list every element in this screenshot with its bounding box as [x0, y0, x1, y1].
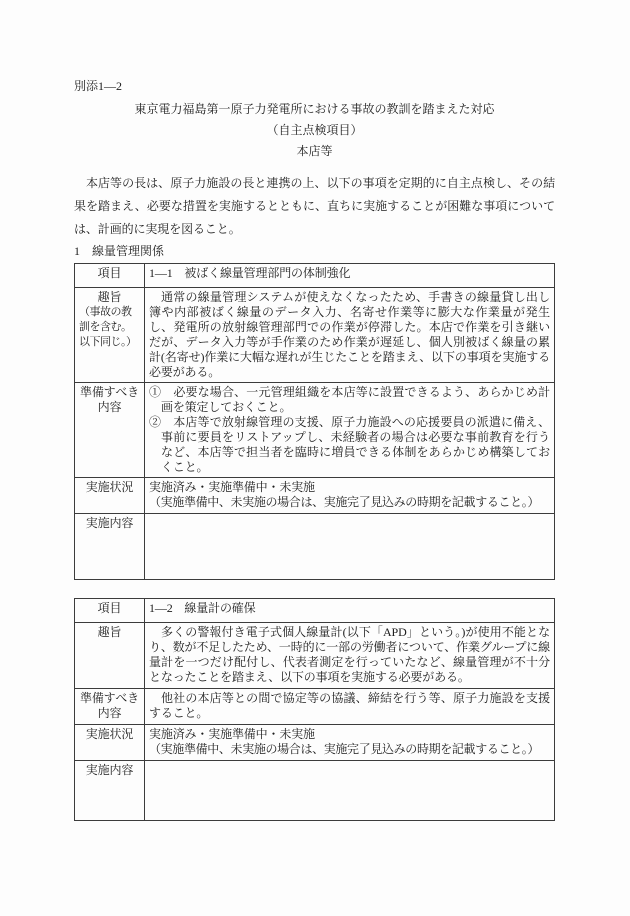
- item-title-cell: [145, 264, 555, 288]
- row-label-implementation: [75, 514, 145, 580]
- row-label-preparation: [75, 383, 145, 478]
- table-row-status: [75, 478, 555, 514]
- row-label-implementation: [75, 761, 145, 821]
- implementation-label-text: 実施内容: [85, 516, 134, 530]
- table-row-status: [75, 725, 555, 761]
- inspection-table-1-1: [74, 263, 555, 580]
- row-label-item-text: 項目: [97, 266, 122, 280]
- implementation-cell-empty: [145, 514, 555, 580]
- purpose-label-text: 趣旨: [97, 290, 122, 304]
- status-label-text: 実施状況: [85, 480, 134, 494]
- item-title-text: 1―1 被ばく線量管理部門の体制強化: [149, 266, 351, 280]
- table-row-preparation: [75, 689, 555, 725]
- purpose-label-note-line: 訓を含む。: [79, 321, 132, 333]
- purpose-cell: [145, 288, 555, 383]
- section-heading: 1 線量管理関係: [74, 244, 165, 258]
- table-row-item: [75, 599, 555, 623]
- table-row-preparation: [75, 383, 555, 478]
- preparation-cell: [145, 689, 555, 725]
- status-cell: [145, 725, 555, 761]
- preparation-item-2: ② 本店等で放射線管理の支援、原子力施設への応援要員の派遣に備え、事前に要員をリストアップし、未経験者の場合は必要な事前教育を行うなど、本店等で担当者を臨時に増員できる体制をあらかじめ構築しておくこと。: [149, 415, 550, 474]
- purpose-label-note-line: 以下同じ。）: [79, 336, 137, 348]
- implementation-cell-empty: [145, 761, 555, 821]
- preparation-label-text: 準備すべき内容: [79, 691, 139, 720]
- table-row-implementation: [75, 514, 555, 580]
- row-label-status: [75, 478, 145, 514]
- status-options-text: 実施済み・実施準備中・未実施: [149, 480, 315, 494]
- status-note-text: （実施準備中、未実施の場合は、実施完了見込みの時期を記載すること。）: [149, 742, 540, 756]
- preparation-item-1: ① 必要な場合、一元管理組織を本店等に設置できるよう、あらかじめ計画を策定しておくこと。: [149, 385, 550, 414]
- table-row-implementation: [75, 761, 555, 821]
- purpose-text: 多くの警報付き電子式個人線量計(以下「APD」という。)が使用不能となり、数が不足したため、一時的に一部の労働者について、作業グループに線量計を一つだけ配付し、代表者測定を行っていたなど、線量管理が不十分となったことを踏まえ、以下の事項を実施する必要がある。: [149, 625, 550, 684]
- document-audience: 本店等: [296, 144, 333, 158]
- status-label-text: 実施状況: [85, 727, 134, 741]
- status-cell: [145, 478, 555, 514]
- row-label-status: [75, 725, 145, 761]
- item-title-cell: [145, 599, 555, 623]
- document-title: 東京電力福島第一原子力発電所における事故の教訓を踏まえた対応: [134, 102, 495, 116]
- row-label-item: [75, 599, 145, 623]
- row-label-purpose: [75, 623, 145, 689]
- implementation-label-text: 実施内容: [85, 763, 134, 777]
- preparation-label-text: 準備すべき内容: [79, 385, 139, 414]
- purpose-cell: [145, 623, 555, 689]
- status-note-text: （実施準備中、未実施の場合は、実施完了見込みの時期を記載すること。）: [149, 495, 540, 509]
- table-row-purpose: [75, 623, 555, 689]
- row-label-preparation: [75, 689, 145, 725]
- purpose-label-note-line: （事故の教: [79, 306, 132, 318]
- status-options-text: 実施済み・実施準備中・未実施: [149, 727, 315, 741]
- table-row-item: [75, 264, 555, 288]
- row-label-item: [75, 264, 145, 288]
- item-title-text: 1―2 線量計の確保: [149, 601, 256, 615]
- table-row-purpose: [75, 288, 555, 383]
- purpose-text: 通常の線量管理システムが使えなくなったため、手書きの線量貸し出し簿や内部被ばく線量のデータ入力、名寄せ作業等に膨大な作業量が発生し、発電所の放射線管理部門での作業が停滞した。本店で作業を引き継いだが、データ入力等が手作業のため作業が遅延し、個人別被ばく線量の累計(名寄せ)作業に大幅な遅れが生じたことを踏まえ、以下の事項を実施する必要がある。: [149, 290, 550, 379]
- preparation-text: 他社の本店等との間で協定等の協議、締結を行う等、原子力施設を支援すること。: [149, 691, 551, 720]
- intro-paragraph: 本店等の長は、原子力施設の長と連携の上、以下の事項を定期的に自主点検し、その結果を踏まえ、必要な措置を実施するとともに、直ちに実施することが困難な事項については、計画的に実現を図ること。: [74, 176, 555, 236]
- row-label-purpose: [75, 288, 145, 383]
- document-subtitle: （自主点検項目）: [266, 123, 363, 137]
- row-label-item-text: 項目: [97, 601, 122, 615]
- attachment-label: 別添1―2: [74, 79, 123, 93]
- inspection-table-1-2: [74, 598, 555, 821]
- purpose-label-text: 趣旨: [97, 625, 122, 639]
- preparation-cell: [145, 383, 555, 478]
